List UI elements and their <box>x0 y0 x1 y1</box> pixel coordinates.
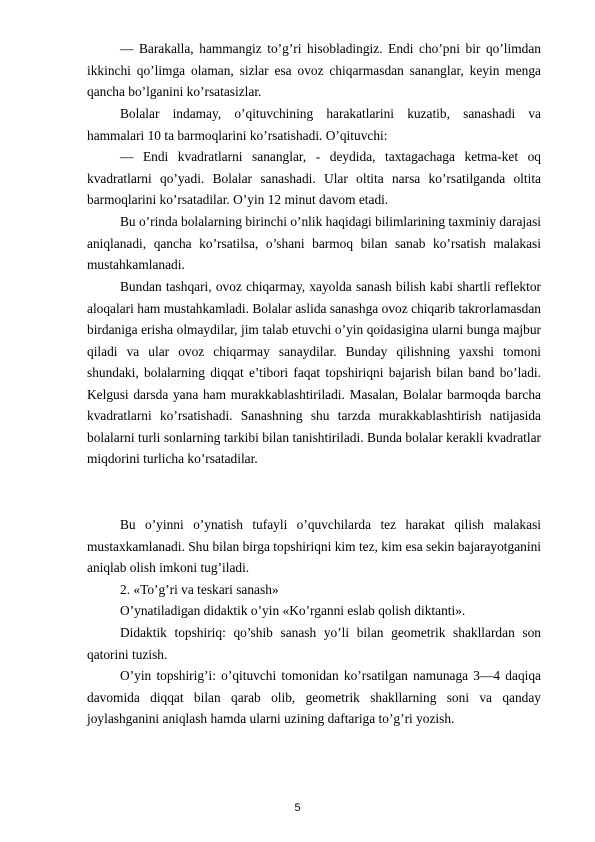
paragraph-praise-dialogue: — Barakalla, hammangiz to’g’ri hisobladingiz. Endi cho’pni bir qo’limdan ikkinchi qo’limga olaman, sizlar esa ovoz chiqarmasdan sananglar, keyin menga qancha bo’lganini ko’rsatasizlar. <box>87 41 541 99</box>
page-number: 5 <box>294 802 301 814</box>
paragraph-game-task: O’yin topshirig’i: o’qituvchi tomonidan ko’rsatilgan namunaga 3—4 daqiqa davomida diqqat bilan qarab olib, geometrik shakllarning soni va qanday joylashganini aniqlash hamda ularni uzining daftariga to’g’ri yozish. <box>87 668 541 726</box>
paragraph-didactic-task: Didaktik topshiriq: qo’shib sanash yo’li bilan geometrik shakllardan son qatorini tuzish. <box>87 625 541 662</box>
paragraph-children-count: Bolalar indamay, o’qituvchining harakatlarini kuzatib, sanashadi va hammalari 10 ta barmoqlarini ko’rsatishadi. O’qituvchi: <box>87 106 541 143</box>
paragraph-knowledge-level: Bu o’rinda bolalarning birinchi o’nlik haqidagi bilimlarining taxminiy darajasi aniqlanadi, qancha ko’rsatilsa, o’shani barmoq bilan sanab ko’rsatish malakasi mustahkamlanadi. <box>87 214 541 272</box>
paragraph-squares-game: — Endi kvadratlarni sananglar, - deydida, taxtagachaga ketma-ket oq kvadratlarni qo’yadi. Bolalar sanashadi. Ular oltita narsa ko’rsatilganda oltita barmoqlarini ko’rsatadilar. O’yin 12 minut davom etadi. <box>87 149 541 207</box>
section-heading-counting: 2. «To’g’ri va teskari sanash» <box>120 582 279 597</box>
paragraph-silent-counting: Bundan tashqari, ovoz chiqarmay, xayolda sanash bilish kabi shartli reflektor aloqalari ham mustahkamladi. Bolalar aslida sanashga ovoz chiqarib takrorlamasdan birdaniga erisha olmaydilar, jim talab etuvchi o’yin qoidasigina ularni bunga majbur qiladi va ular ovoz chiqarmay sanaydilar. Bunday qilishning yaxshi tomoni shundaki, bolalarning diqqat e’tibori faqat topshiriqni bajarish bilan band bo’ladi. Kelgusi darsda yana ham murakkablashtiriladi. Masalan, Bolalar barmoqda barcha kvadratlarni ko’rsatishadi. Sanashning shu tarzda murakkablashtirish natijasida bolalarni turli sonlarning tarkibi bilan tanishtiriladi. Bunda bolalar kerakli kvadratlar miqdorini turlicha ko’rsatadilar. <box>87 279 541 466</box>
paragraph-game-benefits: Bu o’yinni o’ynatish tufayli o’quvchilarda tez harakat qilish malakasi mustaxkamlanadi. Shu bilan birga topshiriqni kim tez, kim esa sekin bajarayotganini aniqlab olish imkoni tug’iladi. <box>87 517 541 575</box>
paragraph-game-name: O’ynatiladigan didaktik o’yin «Ko’rganni eslab qolish diktanti». <box>120 603 466 618</box>
